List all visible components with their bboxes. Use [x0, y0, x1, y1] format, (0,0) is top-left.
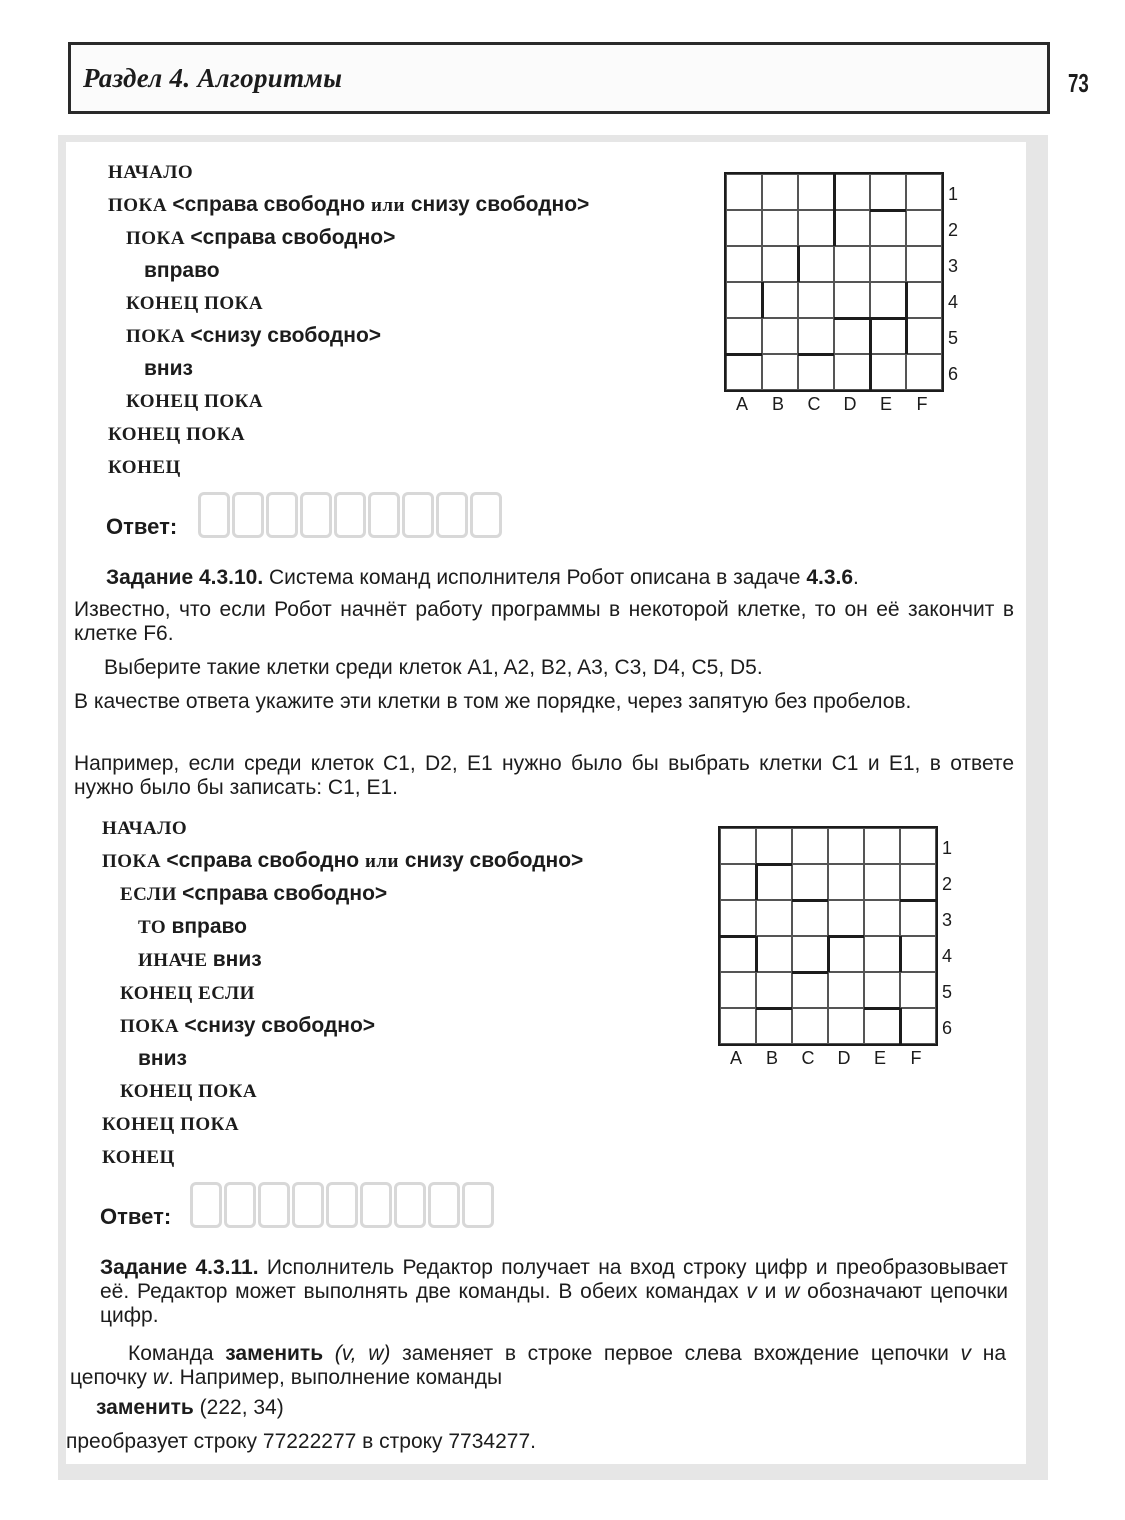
grid-wall	[798, 353, 834, 356]
row-label: 4	[942, 946, 953, 966]
code-line	[102, 944, 583, 977]
code-token: вниз	[144, 357, 193, 380]
grid-cell-B4	[756, 936, 792, 972]
grid-wall	[864, 1007, 900, 1010]
code-line	[108, 189, 589, 222]
answer-cell[interactable]	[266, 492, 298, 538]
grid-cell-A6	[726, 354, 762, 390]
grid-cell-D5	[828, 972, 864, 1008]
grid-cell-B6	[756, 1008, 792, 1044]
code-token: КОНЕЦ ПОКА	[126, 391, 264, 412]
row-label: 4	[948, 292, 959, 312]
code-token: снизу свободно>	[399, 849, 584, 872]
answer-cell[interactable]	[462, 1182, 494, 1228]
code-token: ИНАЧЕ	[138, 950, 213, 971]
grid-wall	[869, 318, 872, 390]
algorithm-code-2	[102, 812, 583, 1174]
col-label: A	[729, 1048, 742, 1068]
grid-cell-D6	[828, 1008, 864, 1044]
grid-wall	[761, 282, 764, 318]
grid-cell-C6	[792, 1008, 828, 1044]
code-token: <справа свободно>	[190, 226, 396, 249]
code-token: <справа свободно	[172, 193, 371, 216]
grid-2-row-labels	[942, 830, 952, 1046]
task-10-p1: Известно, что если Робот начнёт работу программы в некоторой клетке, то он её закончит в клетке F6.	[74, 598, 1014, 645]
answer-cell[interactable]	[224, 1182, 256, 1228]
answer-cell[interactable]	[368, 492, 400, 538]
grid-cell-D2	[828, 864, 864, 900]
grid-cell-B2	[762, 210, 798, 246]
grid-cell-C2	[792, 864, 828, 900]
code-line	[102, 1010, 583, 1043]
answer-cell[interactable]	[198, 492, 230, 538]
grid-cell-E1	[870, 174, 906, 210]
grid-cell-C3	[798, 246, 834, 282]
task-11-v: v	[746, 1280, 757, 1303]
answer-cell[interactable]	[190, 1182, 222, 1228]
code-token: КОНЕЦ	[102, 1147, 175, 1168]
code-token: ЕСЛИ	[120, 884, 183, 905]
grid-cell-D3	[828, 900, 864, 936]
task-11-p2-mid: заменяет в строке первое слева вхождение цепочки	[390, 1342, 961, 1365]
grid-wall	[755, 936, 758, 972]
code-token: или	[364, 851, 399, 872]
code-token: <справа свободно	[166, 849, 365, 872]
answer-cell[interactable]	[300, 492, 332, 538]
task-10-p4: Например, если среди клеток C1, D2, E1 нужно было бы выбрать клетки C1 и E1, в ответе нужно было бы записать: C1, E1.	[74, 752, 1014, 799]
code-token: или	[370, 195, 405, 216]
answer-cell[interactable]	[360, 1182, 392, 1228]
code-token: КОНЕЦ ПОКА	[126, 293, 264, 314]
answer-cell[interactable]	[292, 1182, 324, 1228]
grid-cell-B3	[756, 900, 792, 936]
task-11-example-cmd: заменить	[96, 1396, 194, 1419]
code-line	[108, 222, 589, 255]
code-token: КОНЕЦ ПОКА	[108, 424, 246, 445]
col-label: F	[916, 394, 928, 414]
grid-cell-A1	[726, 174, 762, 210]
grid-cell-A6	[720, 1008, 756, 1044]
grid-cell-E2	[870, 210, 906, 246]
task-11-title: Задание 4.3.11.	[100, 1256, 259, 1279]
task-11-p2-v: v	[960, 1342, 972, 1365]
answer-label-2: Ответ:	[100, 1204, 172, 1229]
code-line	[108, 451, 589, 484]
grid-cell-F1	[900, 828, 936, 864]
task-11-p1	[100, 1256, 1008, 1328]
algorithm-code-1	[108, 156, 589, 484]
code-line	[102, 1043, 583, 1075]
grid-cell-F6	[900, 1008, 936, 1044]
col-label: F	[910, 1048, 922, 1068]
answer-cell[interactable]	[436, 492, 468, 538]
grid-cell-C4	[792, 936, 828, 972]
grid-wall	[870, 209, 906, 212]
task-11-args: (v, w)	[323, 1342, 391, 1365]
task-10-ref: 4.3.6	[806, 566, 854, 589]
task-11-p2	[70, 1342, 1006, 1390]
col-label: A	[735, 394, 748, 414]
grid-cell-C5	[798, 318, 834, 354]
answer-cell[interactable]	[402, 492, 434, 538]
task-11-cmd: заменить	[225, 1342, 324, 1365]
grid-cell-B1	[756, 828, 792, 864]
task-11-p2-start: Команда	[128, 1342, 226, 1365]
col-label: C	[807, 394, 821, 414]
code-line	[108, 156, 589, 189]
task-11-p3: преобразует строку 77222277 в строку 7734277.	[66, 1430, 536, 1453]
code-token: <справа свободно>	[182, 882, 388, 905]
task-11-p2-w: w	[152, 1366, 168, 1389]
task-10-p3: В качестве ответа укажите эти клетки в том же порядке, через запятую без пробелов.	[74, 690, 912, 713]
grid-cell-A5	[726, 318, 762, 354]
row-label: 3	[948, 256, 959, 276]
grid-cell-E3	[870, 246, 906, 282]
code-line	[102, 1108, 583, 1141]
code-token: НАЧАЛО	[108, 162, 194, 183]
code-line	[102, 1141, 583, 1174]
code-token: <снизу свободно>	[190, 324, 382, 347]
col-label: B	[765, 1048, 778, 1068]
grid-cell-A5	[720, 972, 756, 1008]
row-label: 2	[942, 874, 953, 894]
grid-cell-F4	[900, 936, 936, 972]
task-11-and: и	[756, 1280, 785, 1303]
grid-wall	[899, 1008, 902, 1044]
grid-wall	[900, 899, 936, 902]
grid-cell-A2	[720, 864, 756, 900]
grid-cell-E6	[864, 1008, 900, 1044]
code-token: ТО	[138, 917, 172, 938]
answer-cell[interactable]	[326, 1182, 358, 1228]
grid-cell-D6	[834, 354, 870, 390]
task-11-text: Исполнитель Редактор получает на вход строку цифр и преобразовывает её. Редактор может выполнять две команды. В обеих командах	[100, 1256, 1009, 1303]
grid-cell-C2	[798, 210, 834, 246]
code-line	[102, 911, 583, 944]
grid-cell-F1	[906, 174, 942, 210]
code-token: КОНЕЦ ПОКА	[102, 1114, 240, 1135]
answer-cell[interactable]	[232, 492, 264, 538]
code-line	[102, 812, 583, 845]
grid-cell-F3	[900, 900, 936, 936]
code-token: вправо	[171, 915, 248, 938]
page-number: 73	[1068, 68, 1089, 98]
grid-wall	[756, 1007, 792, 1010]
answer-cell[interactable]	[428, 1182, 460, 1228]
task-11-p1-end: обозначают цепочки цифр.	[100, 1280, 1008, 1327]
grid-wall	[899, 936, 902, 972]
grid-cell-A3	[726, 246, 762, 282]
code-line	[108, 385, 589, 418]
grid-wall	[827, 936, 830, 972]
row-label: 6	[942, 1018, 953, 1038]
answer-cell[interactable]	[258, 1182, 290, 1228]
task-10-p2: Выберите такие клетки среди клеток A1, A2, B2, A3, C3, D4, C5, D5.	[104, 656, 763, 679]
task-11-example-args: (222, 34)	[193, 1396, 284, 1419]
grid-wall	[797, 246, 800, 282]
task-10-intro: Система команд исполнителя Робот описана в задаче	[263, 566, 807, 589]
task-11-example	[96, 1396, 1036, 1420]
grid-cell-E3	[864, 900, 900, 936]
code-token: ПОКА	[108, 195, 173, 216]
code-token: КОНЕЦ ПОКА	[120, 1081, 258, 1102]
grid-cell-E1	[864, 828, 900, 864]
grid-cell-F4	[906, 282, 942, 318]
col-label: D	[837, 1048, 851, 1068]
code-token: <снизу свободно>	[184, 1014, 376, 1037]
col-label: E	[873, 1048, 886, 1068]
col-label: D	[843, 394, 857, 414]
answer-cell[interactable]	[470, 492, 502, 538]
col-label: C	[801, 1048, 815, 1068]
grid-cell-A3	[720, 900, 756, 936]
grid-cell-B5	[762, 318, 798, 354]
grid-wall	[726, 353, 762, 356]
task-11-w: w	[784, 1280, 800, 1303]
grid-cell-B5	[756, 972, 792, 1008]
grid-wall	[756, 863, 792, 866]
code-token: КОНЕЦ	[108, 457, 181, 478]
row-label: 1	[948, 184, 959, 204]
code-line	[102, 977, 583, 1010]
grid-wall	[792, 971, 828, 974]
row-label: 1	[942, 838, 953, 858]
grid-cell-E4	[870, 282, 906, 318]
grid-cell-F5	[900, 972, 936, 1008]
grid-cell-E4	[864, 936, 900, 972]
code-line	[102, 1075, 583, 1108]
answer-cell[interactable]	[334, 492, 366, 538]
grid-cell-D4	[828, 936, 864, 972]
grid-cell-D1	[828, 828, 864, 864]
code-line	[108, 353, 589, 385]
code-token: НАЧАЛО	[102, 818, 188, 839]
code-token: снизу свободно>	[405, 193, 590, 216]
grid-cell-B4	[762, 282, 798, 318]
grid-wall	[755, 864, 758, 900]
grid-cell-E2	[864, 864, 900, 900]
code-token: КОНЕЦ ЕСЛИ	[120, 983, 255, 1004]
col-label: E	[879, 394, 892, 414]
grid-2-col-labels	[718, 1048, 934, 1069]
grid-cell-F5	[906, 318, 942, 354]
grid-cell-A4	[720, 936, 756, 972]
code-line	[108, 255, 589, 287]
grid-cell-C4	[798, 282, 834, 318]
grid-cell-D5	[834, 318, 870, 354]
task-10-heading: Задание 4.3.10. Система команд исполнителя Робот описана в задаче 4.3.6.	[106, 566, 859, 589]
grid-1-col-labels	[724, 394, 940, 415]
answer-field-1[interactable]	[198, 492, 504, 538]
row-label: 5	[942, 982, 953, 1002]
answer-label-1: Ответ:	[106, 514, 178, 539]
grid-cell-E6	[870, 354, 906, 390]
grid-1-row-labels	[948, 176, 958, 392]
code-token: вправо	[144, 259, 220, 282]
grid-cell-D4	[834, 282, 870, 318]
task-11-p2-end: . Например, выполнение команды	[167, 1366, 503, 1389]
grid-wall	[828, 935, 864, 938]
grid-wall	[905, 282, 908, 354]
row-label: 2	[948, 220, 959, 240]
grid-cell-C1	[792, 828, 828, 864]
grid-cell-B6	[762, 354, 798, 390]
code-token: ПОКА	[120, 1016, 185, 1037]
grid-cell-B1	[762, 174, 798, 210]
section-title: Раздел 4. Алгоритмы	[83, 63, 343, 93]
grid-cell-C5	[792, 972, 828, 1008]
grid-cell-A2	[726, 210, 762, 246]
grid-cell-D1	[834, 174, 870, 210]
grid-wall	[833, 174, 836, 246]
grid-wall	[720, 935, 756, 938]
code-line	[108, 287, 589, 320]
task-10-title: Задание 4.3.10.	[106, 566, 264, 589]
grid-cell-A4	[726, 282, 762, 318]
grid-wall	[792, 899, 828, 902]
row-label: 5	[948, 328, 959, 348]
grid-cell-D3	[834, 246, 870, 282]
section-header	[68, 42, 1050, 114]
row-label: 3	[942, 910, 953, 930]
code-token: вниз	[138, 1047, 187, 1070]
code-line	[108, 320, 589, 353]
grid-cell-B2	[756, 864, 792, 900]
col-label: B	[771, 394, 784, 414]
code-line	[108, 418, 589, 451]
code-token: ПОКА	[102, 851, 167, 872]
grid-cell-E5	[864, 972, 900, 1008]
grid-cell-A1	[720, 828, 756, 864]
answer-field-2[interactable]	[190, 1182, 496, 1228]
grid-cell-D2	[834, 210, 870, 246]
code-token: вниз	[212, 948, 262, 971]
grid-cell-B3	[762, 246, 798, 282]
answer-cell[interactable]	[394, 1182, 426, 1228]
code-line	[102, 845, 583, 878]
code-line	[102, 878, 583, 911]
grid-cell-C6	[798, 354, 834, 390]
row-label: 6	[948, 364, 959, 384]
task-11-p2-mid2: на цепочку	[70, 1342, 1007, 1389]
grid-cell-F6	[906, 354, 942, 390]
grid-cell-C1	[798, 174, 834, 210]
grid-cell-E5	[870, 318, 906, 354]
code-token: ПОКА	[126, 228, 191, 249]
grid-cell-C3	[792, 900, 828, 936]
code-token: ПОКА	[126, 326, 191, 347]
grid-cell-F2	[906, 210, 942, 246]
grid-cell-F3	[906, 246, 942, 282]
grid-cell-F2	[900, 864, 936, 900]
